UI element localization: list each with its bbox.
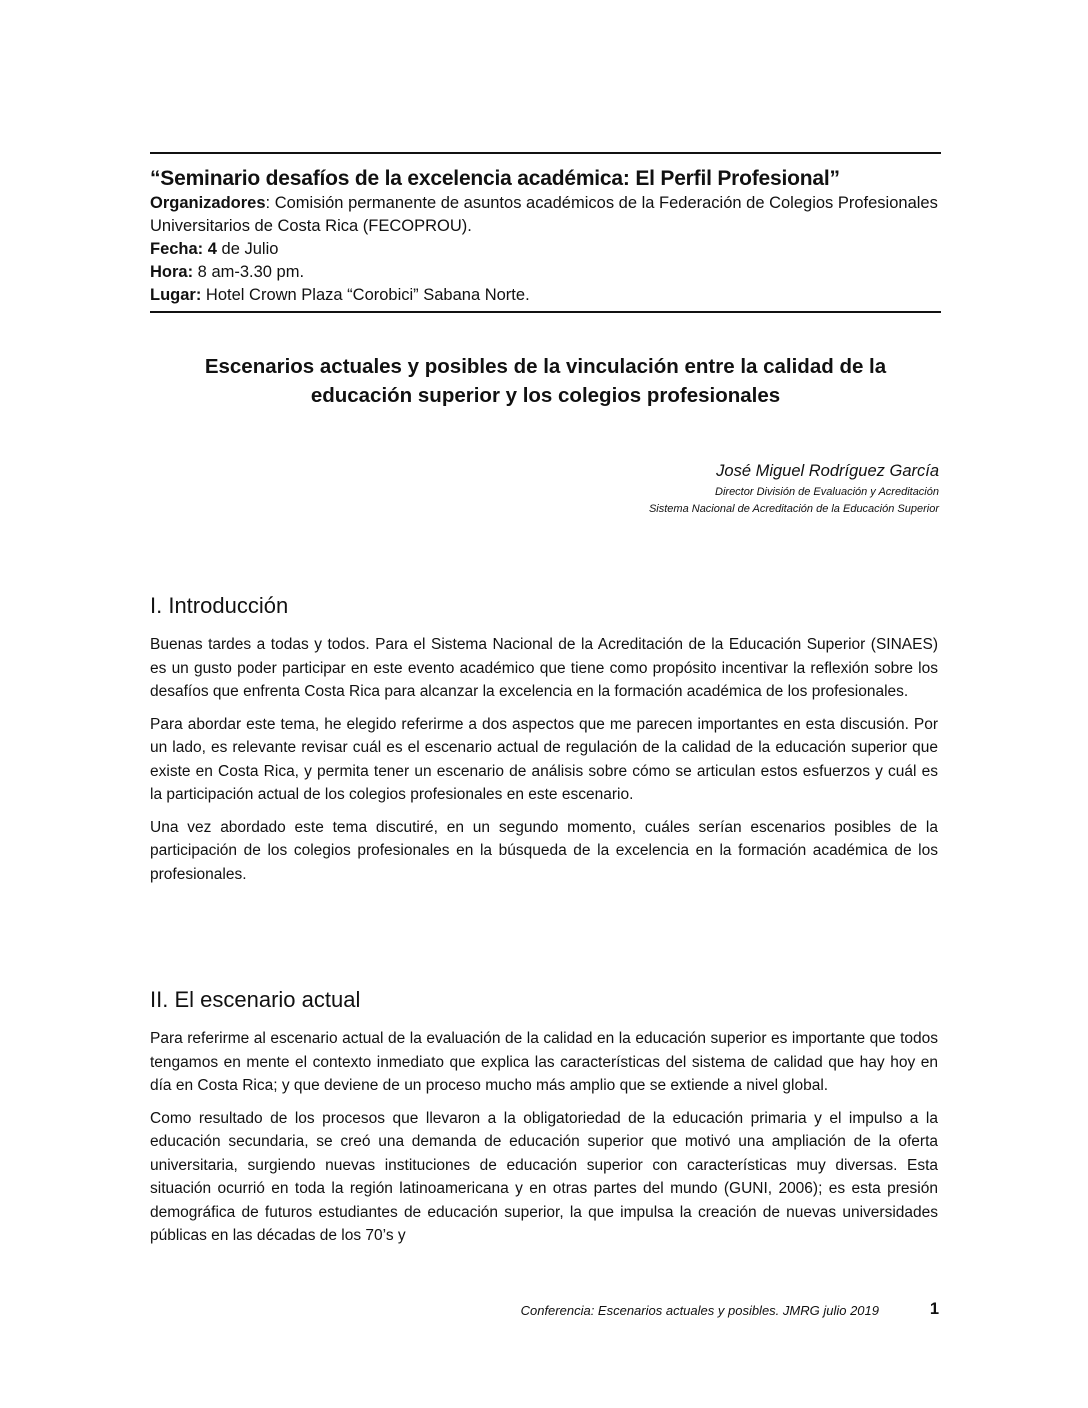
organizers-line — [150, 192, 941, 238]
paragraph: Una vez abordado este tema discutiré, en un segundo momento, cuáles serían escenarios posibles de la participación de los colegios profesionales en la búsqueda de la excelencia en la formación académica de los profesionales. — [150, 818, 938, 883]
page-number: 1 — [929, 1300, 939, 1318]
seminar-title: “Seminario desafíos de la excelencia académica: El Perfil Profesional” — [150, 167, 840, 190]
section-body-escenario-actual — [150, 1027, 938, 1257]
author-block — [649, 460, 939, 518]
organizers-text: : Comisión permanente de asuntos académicos de la Federación de Colegios Profesionales Universitarios de Costa Rica (FECOPROU). — [150, 194, 938, 235]
author-name: José Miguel Rodríguez García — [716, 462, 939, 480]
time-line — [150, 261, 941, 284]
author-role-1: Director División de Evaluación y Acreditación — [715, 486, 939, 498]
time-label: Hora: — [150, 263, 194, 281]
place-label: Lugar: — [150, 286, 202, 304]
date-label: Fecha: 4 — [150, 240, 217, 258]
section-body-introduccion — [150, 633, 938, 895]
organizers-label: Organizadores — [150, 194, 266, 212]
footer-text: Conferencia: Escenarios actuales y posibles. JMRG julio 2019 — [520, 1303, 879, 1318]
place-text: Hotel Crown Plaza “Corobici” Sabana Norte. — [201, 286, 530, 304]
author-role-2: Sistema Nacional de Acreditación de la Educación Superior — [648, 503, 939, 515]
event-header — [150, 152, 941, 313]
paragraph: Como resultado de los procesos que llevaron a la obligatoriedad de la educación primaria y el impulso a la educación secundaria, se creó una demanda de educación superior que motivó una ampliación de la oferta universitaria, surgiendo nuevas instituciones de educación superior con características muy diversas. Esta situación ocurrió en toda la región latinoamericana y en otras partes del mundo (GUNI, 2006); es esta presión demográfica de futuros estudiantes de educación superior, la que impulsa la creación de nuevas universidades públicas en las décadas de los 70’s y — [150, 1109, 938, 1244]
section-heading-escenario-actual: II. El escenario actual — [150, 987, 361, 1012]
date-line — [150, 238, 941, 261]
time-text: 8 am-3.30 pm. — [193, 263, 305, 281]
section-heading-introduccion: I. Introducción — [150, 593, 289, 618]
paragraph: Para abordar este tema, he elegido referirme a dos aspectos que me parecen importantes en esta discusión. Por un lado, es relevante revisar cuál es el escenario actual de regulación de la calidad de la educación superior que existe en Costa Rica, y permita tener un escenario de análisis sobre cómo se articulan estos esfuerzos y cuál es la participación actual de los colegios profesionales en este escenario. — [150, 715, 938, 803]
title-line-2: educación superior y los colegios profesionales — [310, 384, 781, 407]
date-text: de Julio — [216, 240, 279, 258]
document-title — [150, 352, 941, 410]
place-line — [150, 284, 941, 307]
paragraph: Buenas tardes a todas y todos. Para el Sistema Nacional de la Acreditación de la Educación Superior (SINAES) es un gusto poder participar en este evento académico que tiene como propósito incentivar la reflexión sobre los desafíos que enfrenta Costa Rica para alcanzar la excelencia en la formación académica de los profesionales. — [150, 636, 938, 700]
title-line-1: Escenarios actuales y posibles de la vinculación entre la calidad de la — [204, 355, 887, 378]
paragraph: Para referirme al escenario actual de la evaluación de la calidad en la educación superior es importante que todos tengamos en mente el contexto inmediato que explica las características del sistema de calidad que hay hoy en día en Costa Rica; y que deviene de un proceso mucho más amplio que se extiende a nivel global. — [150, 1030, 938, 1094]
